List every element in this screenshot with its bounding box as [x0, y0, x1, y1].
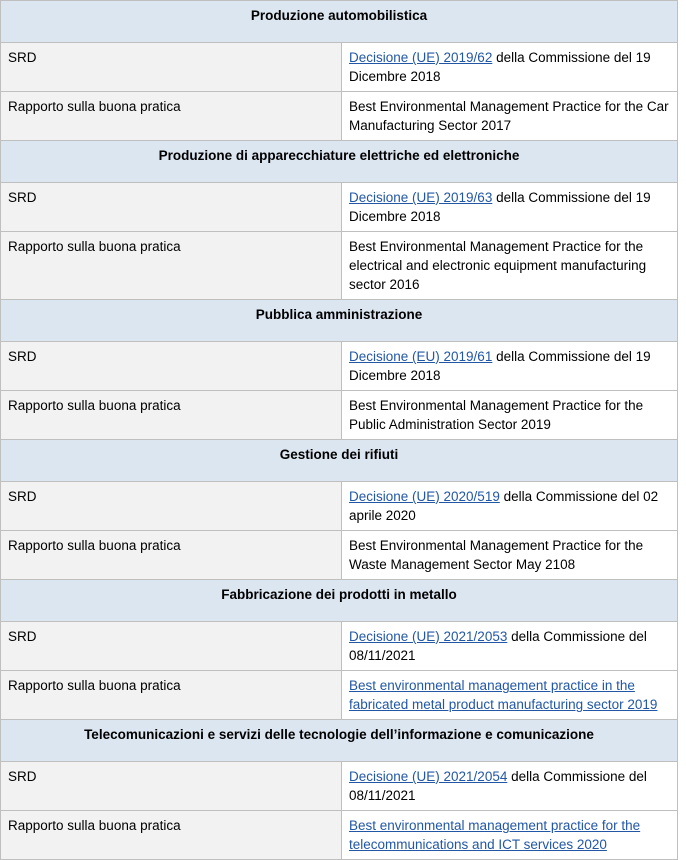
decision-detail-text: della Commissione del 08/11/2021 — [349, 769, 647, 803]
section-header-row — [1, 300, 678, 342]
report-title-text: Best Environmental Management Practice for the Waste Management Sector May 2108 — [349, 538, 644, 572]
decision-detail-text: della Commissione del 19 Dicembre 2018 — [349, 190, 651, 224]
report-value-cell — [342, 391, 678, 440]
section-header-row — [1, 720, 678, 762]
srd-label-cell: SRD — [1, 342, 342, 391]
srd-row — [1, 43, 678, 92]
srd-label-cell: SRD — [1, 622, 342, 671]
srd-value-cell — [342, 482, 678, 531]
section-title: Produzione automobilistica — [1, 1, 678, 43]
report-title-text: Best Environmental Management Practice for the Public Administration Sector 2019 — [349, 398, 644, 432]
srd-value-cell — [342, 342, 678, 391]
srd-row — [1, 622, 678, 671]
decision-link[interactable]: Decisione (UE) 2021/2053 — [349, 629, 508, 644]
decision-detail-text: della Commissione del 19 Dicembre 2018 — [349, 349, 651, 383]
section-header-row — [1, 1, 678, 43]
report-value-cell — [342, 232, 678, 300]
srd-row — [1, 762, 678, 811]
srd-label-cell: SRD — [1, 183, 342, 232]
srd-row — [1, 342, 678, 391]
report-label-cell: Rapporto sulla buona pratica — [1, 92, 342, 141]
section-title: Gestione dei rifiuti — [1, 440, 678, 482]
decision-detail-text: della Commissione del 02 aprile 2020 — [349, 489, 659, 523]
srd-value-cell — [342, 183, 678, 232]
srd-label-cell: SRD — [1, 482, 342, 531]
report-row — [1, 531, 678, 580]
report-label-cell: Rapporto sulla buona pratica — [1, 671, 342, 720]
section-title: Pubblica amministrazione — [1, 300, 678, 342]
section-title: Fabbricazione dei prodotti in metallo — [1, 580, 678, 622]
table-body — [1, 1, 678, 860]
report-title-text: Best Environmental Management Practice for the electrical and electronic equipment manufacturing sector 2016 — [349, 239, 647, 292]
report-label-cell: Rapporto sulla buona pratica — [1, 811, 342, 860]
report-value-cell — [342, 92, 678, 141]
report-label-cell: Rapporto sulla buona pratica — [1, 391, 342, 440]
srd-value-cell — [342, 43, 678, 92]
srd-label-cell: SRD — [1, 762, 342, 811]
report-label-cell: Rapporto sulla buona pratica — [1, 531, 342, 580]
report-row — [1, 391, 678, 440]
report-label-cell: Rapporto sulla buona pratica — [1, 232, 342, 300]
section-header-row — [1, 141, 678, 183]
srd-value-cell — [342, 762, 678, 811]
decision-detail-text: della Commissione del 08/11/2021 — [349, 629, 647, 663]
report-value-cell — [342, 671, 678, 720]
section-header-row — [1, 580, 678, 622]
decision-link[interactable]: Decisione (UE) 2021/2054 — [349, 769, 508, 784]
decision-link[interactable]: Decisione (UE) 2019/63 — [349, 190, 493, 205]
srd-row — [1, 183, 678, 232]
report-title-text: Best Environmental Management Practice for the Car Manufacturing Sector 2017 — [349, 99, 669, 133]
srd-row — [1, 482, 678, 531]
decision-link[interactable]: Decisione (EU) 2019/61 — [349, 349, 493, 364]
report-row — [1, 811, 678, 860]
decision-detail-text: della Commissione del 19 Dicembre 2018 — [349, 50, 651, 84]
report-value-cell — [342, 811, 678, 860]
report-link[interactable]: Best environmental management practice in the fabricated metal product manufacturing sector 2019 — [349, 678, 658, 712]
report-link[interactable]: Best environmental management practice for the telecommunications and ICT services 2020 — [349, 818, 641, 852]
report-row — [1, 232, 678, 300]
section-header-row — [1, 440, 678, 482]
section-title: Produzione di apparecchiature elettriche ed elettroniche — [1, 141, 678, 183]
srd-value-cell — [342, 622, 678, 671]
decision-link[interactable]: Decisione (UE) 2019/62 — [349, 50, 493, 65]
report-row — [1, 671, 678, 720]
decision-link[interactable]: Decisione (UE) 2020/519 — [349, 489, 500, 504]
report-row — [1, 92, 678, 141]
section-title: Telecomunicazioni e servizi delle tecnologie dell’informazione e comunicazione — [1, 720, 678, 762]
srd-label-cell: SRD — [1, 43, 342, 92]
report-value-cell — [342, 531, 678, 580]
